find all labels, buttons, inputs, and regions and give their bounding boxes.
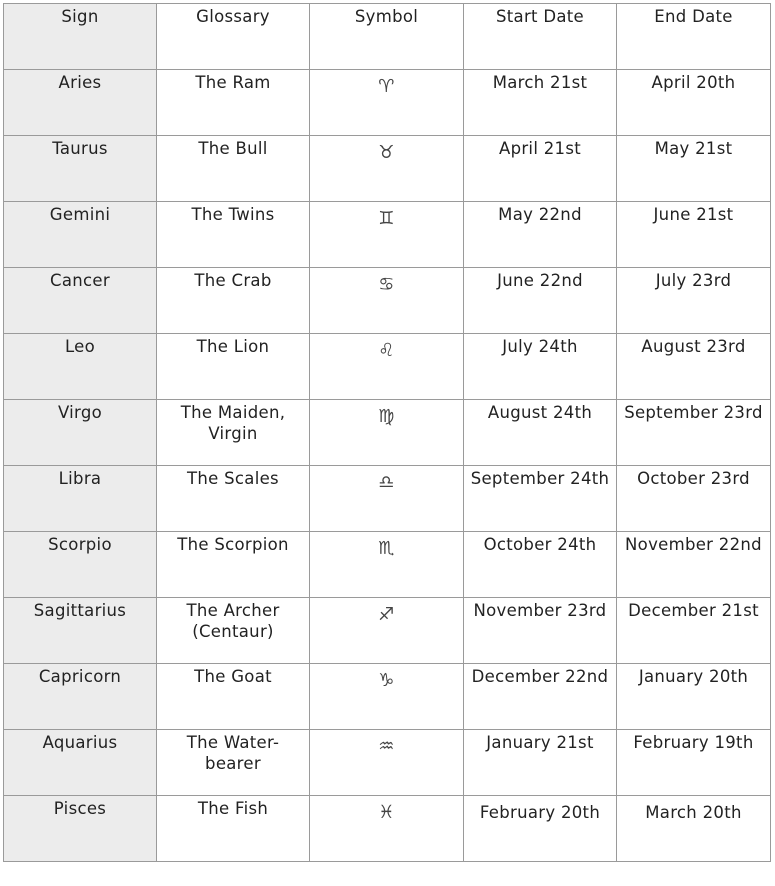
aries-icon: ♈ — [310, 70, 464, 136]
sign-cell: Sagittarius — [4, 598, 157, 664]
start-date-cell: January 21st — [464, 730, 617, 796]
start-date-cell: September 24th — [464, 466, 617, 532]
start-date-cell: December 22nd — [464, 664, 617, 730]
sign-cell: Leo — [4, 334, 157, 400]
header-start-date: Start Date — [464, 4, 617, 70]
table-row — [4, 400, 771, 466]
start-date-cell: October 24th — [464, 532, 617, 598]
glossary-cell: The Scorpion — [157, 532, 310, 598]
glossary-cell: The Fish — [157, 796, 310, 862]
table-row — [4, 334, 771, 400]
end-date-cell: May 21st — [617, 136, 771, 202]
sign-cell: Scorpio — [4, 532, 157, 598]
aquarius-icon: ♒ — [310, 730, 464, 796]
end-date-cell: March 20th — [617, 796, 771, 862]
start-date-cell: June 22nd — [464, 268, 617, 334]
end-date-cell: November 22nd — [617, 532, 771, 598]
sign-cell: Pisces — [4, 796, 157, 862]
end-date-cell: April 20th — [617, 70, 771, 136]
glossary-cell: The Bull — [157, 136, 310, 202]
sign-cell: Capricorn — [4, 664, 157, 730]
end-date-cell: December 21st — [617, 598, 771, 664]
start-date-cell: May 22nd — [464, 202, 617, 268]
glossary-cell: The Ram — [157, 70, 310, 136]
taurus-icon: ♉ — [310, 136, 464, 202]
table-row — [4, 532, 771, 598]
virgo-icon: ♍ — [310, 400, 464, 466]
table-row — [4, 136, 771, 202]
table-body — [4, 70, 771, 862]
glossary-cell: The Scales — [157, 466, 310, 532]
capricorn-icon: ♑ — [310, 664, 464, 730]
cancer-icon: ♋ — [310, 268, 464, 334]
glossary-cell: The Maiden, Virgin — [157, 400, 310, 466]
end-date-cell: October 23rd — [617, 466, 771, 532]
sign-cell: Cancer — [4, 268, 157, 334]
glossary-cell: The Crab — [157, 268, 310, 334]
end-date-cell: August 23rd — [617, 334, 771, 400]
header-sign: Sign — [4, 4, 157, 70]
header-glossary: Glossary — [157, 4, 310, 70]
leo-icon: ♌ — [310, 334, 464, 400]
header-row — [4, 4, 771, 70]
table-row — [4, 664, 771, 730]
glossary-cell: The Goat — [157, 664, 310, 730]
table-header — [4, 4, 771, 70]
table-row — [4, 796, 771, 862]
table-row — [4, 268, 771, 334]
scorpio-icon: ♏ — [310, 532, 464, 598]
sign-cell: Libra — [4, 466, 157, 532]
table-row — [4, 598, 771, 664]
sign-cell: Gemini — [4, 202, 157, 268]
table-row — [4, 466, 771, 532]
glossary-cell: The Lion — [157, 334, 310, 400]
sign-cell: Virgo — [4, 400, 157, 466]
sign-cell: Aquarius — [4, 730, 157, 796]
start-date-cell: November 23rd — [464, 598, 617, 664]
sagittarius-icon: ♐ — [310, 598, 464, 664]
end-date-cell: June 21st — [617, 202, 771, 268]
gemini-icon: ♊ — [310, 202, 464, 268]
end-date-cell: July 23rd — [617, 268, 771, 334]
start-date-cell: March 21st — [464, 70, 617, 136]
zodiac-table — [3, 3, 771, 862]
table-row — [4, 70, 771, 136]
header-end-date: End Date — [617, 4, 771, 70]
header-symbol: Symbol — [310, 4, 464, 70]
start-date-cell: April 21st — [464, 136, 617, 202]
glossary-cell: The Twins — [157, 202, 310, 268]
libra-icon: ♎ — [310, 466, 464, 532]
start-date-cell: July 24th — [464, 334, 617, 400]
glossary-cell: The Water-bearer — [157, 730, 310, 796]
sign-cell: Aries — [4, 70, 157, 136]
pisces-icon: ♓ — [310, 796, 464, 862]
start-date-cell: February 20th — [464, 796, 617, 862]
end-date-cell: January 20th — [617, 664, 771, 730]
end-date-cell: February 19th — [617, 730, 771, 796]
table-row — [4, 730, 771, 796]
end-date-cell: September 23rd — [617, 400, 771, 466]
table-row — [4, 202, 771, 268]
glossary-cell: The Archer (Centaur) — [157, 598, 310, 664]
sign-cell: Taurus — [4, 136, 157, 202]
start-date-cell: August 24th — [464, 400, 617, 466]
